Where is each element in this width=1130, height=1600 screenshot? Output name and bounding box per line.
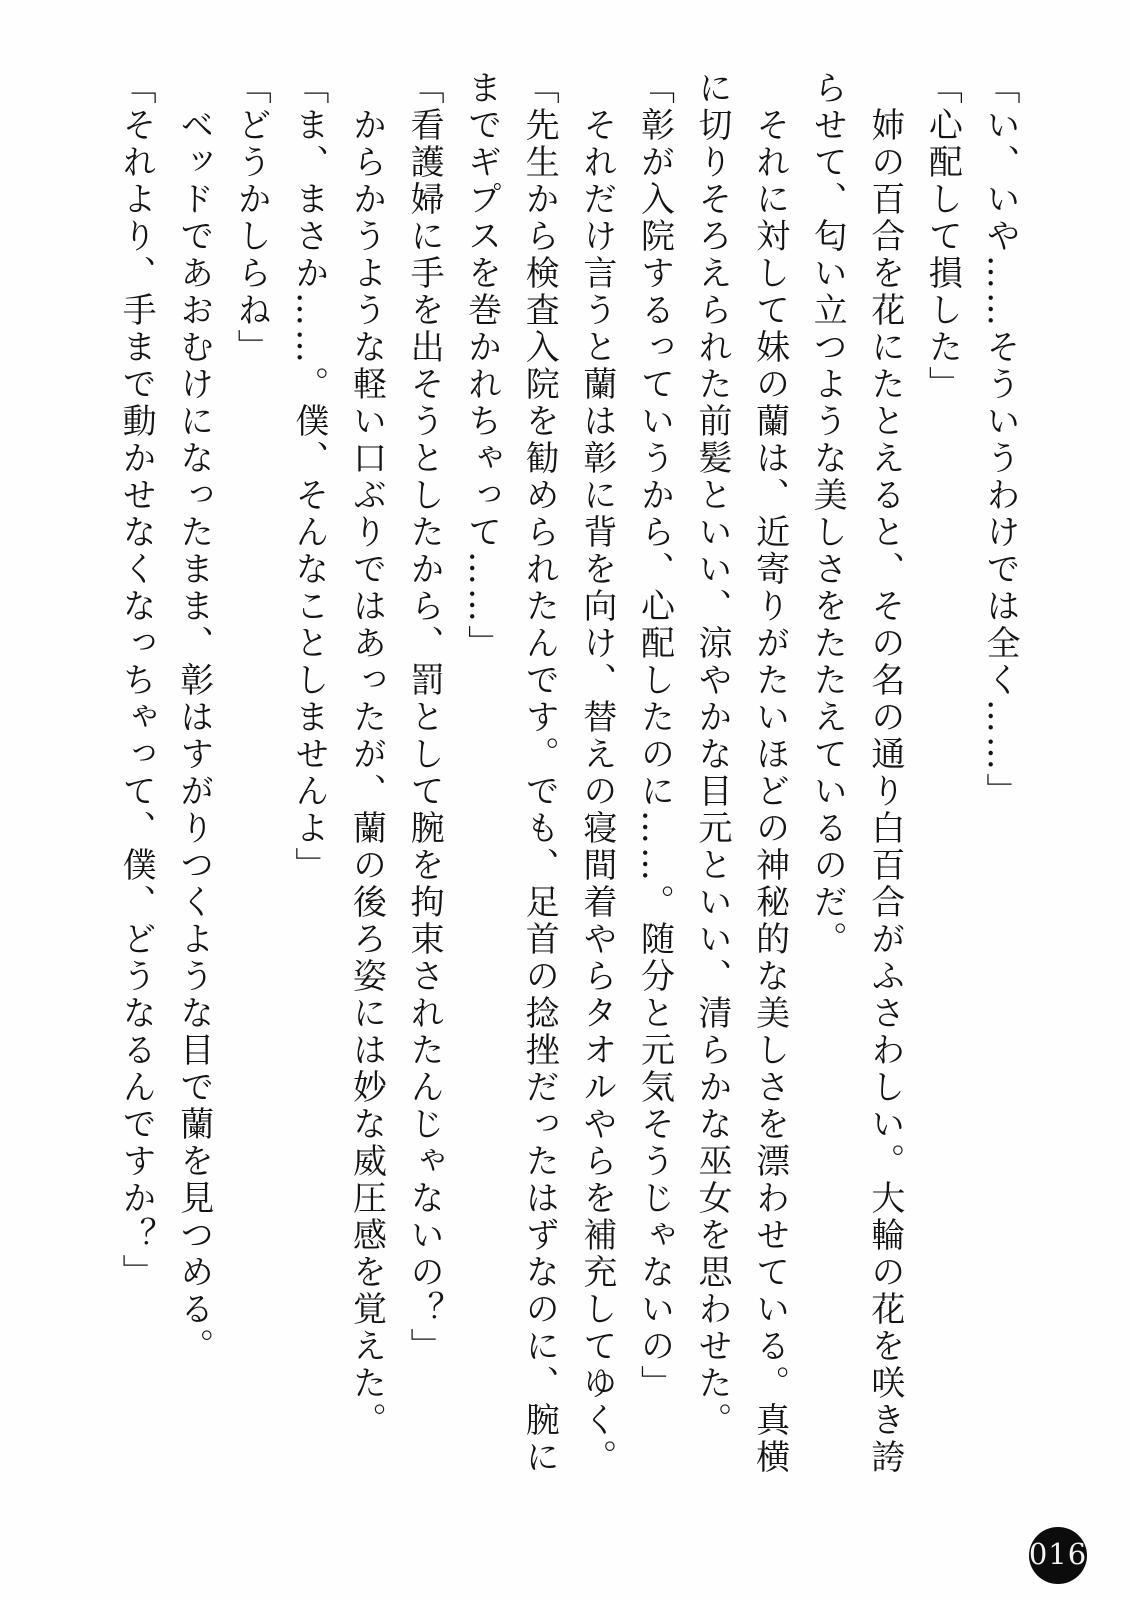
text-line: からかうような軽い口ぶりではあったが、蘭の後ろ姿には妙な威圧感を覚えた。 — [346, 70, 387, 1439]
text-line: 「い、いや……そういうわけでは全く……」 — [980, 70, 1020, 810]
text-line: ベッドであおむけになったまま、彰はすがりつくような目で蘭を見つめる。 — [173, 70, 214, 1365]
text-line: 「ま、まさか……。僕、そんなことしませんよ」 — [288, 70, 329, 884]
text-line: 「心配して損した」 — [922, 70, 963, 403]
text-line: 「看護婦に手を出そうとしたから、罰として腕を拘束されたんじゃないの？」 — [404, 70, 445, 1365]
vertical-text-block — [107, 70, 1029, 1486]
text-line: 「先生から検査入院を勧められたんです。でも、足首の捻挫だったはずなのに、腕に — [519, 70, 560, 1476]
text-line: 「どうかしらね」 — [231, 70, 272, 366]
text-line: 「彰が入院するっていうから、心配したのに……。随分と元気そうじゃないの」 — [634, 70, 675, 1402]
text-line: それだけ言うと蘭は彰に背を向け、替えの寝間着やらタオルやらを補充してゆく。 — [576, 70, 617, 1476]
text-line: 姉の百合を花にたとえると、その名の通り白百合がふさわしい。大輪の花を咲き誇 — [864, 70, 905, 1476]
page-number: 016 — [1028, 1537, 1088, 1571]
text-line: までギプスを巻かれちゃって……」 — [461, 70, 502, 662]
text-line: に切りそろえられた前髪といい、涼やかな目元といい、清らかな巫女を思わせた。 — [692, 70, 733, 1439]
page-number-badge — [1029, 1527, 1087, 1584]
text-line: らせて、匂い立つような美しさをたたえているのだ。 — [807, 70, 848, 958]
text-line: 「それより、手まで動かせなくなっちゃって、僕、どうなるんですか？」 — [116, 70, 157, 1291]
text-line: それに対して妹の蘭は、近寄りがたいほどの神秘的な美しさを漂わせている。真横 — [749, 70, 790, 1476]
